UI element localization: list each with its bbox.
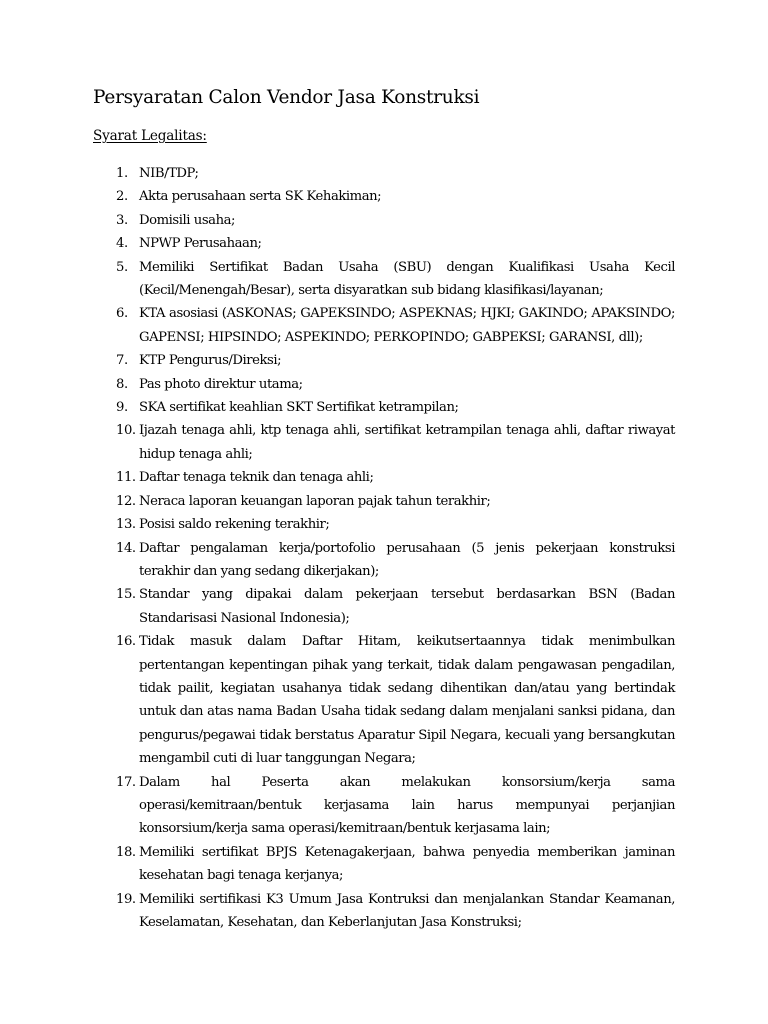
list-item-number: 10. xyxy=(116,423,136,439)
list-item-number: 14. xyxy=(116,540,136,556)
list-item-text: NPWP Perusahaan; xyxy=(139,236,262,252)
list-item-text: Posisi saldo rekening terakhir; xyxy=(139,517,330,533)
list-item xyxy=(93,841,675,888)
list-item-text: Pas photo direktur utama; xyxy=(139,376,303,392)
list-item-number: 17. xyxy=(116,774,136,790)
list-item-text: Domisili usaha; xyxy=(139,212,236,228)
list-item-number: 2. xyxy=(116,189,128,205)
list-item xyxy=(93,888,675,935)
list-item-number: 1. xyxy=(116,166,128,181)
list-item xyxy=(93,466,675,489)
list-item-text: Dalam hal Peserta akan melakukan konsorsium/kerja sama operasi/kemitraan/bentuk kerjasama lain harus mempunyai perjanjian konsorsium/kerja sama operasi/kemitraan/bentuk kerjasama lain; xyxy=(139,774,675,837)
list-item xyxy=(93,583,675,630)
list-item-text: KTA asosiasi (ASKONAS; GAPEKSINDO; ASPEKNAS; HJKI; GAKINDO; APAKSINDO; GAPENSI; HIPSINDO; ASPEKINDO; PERKOPINDO; GABPEKSI; GARANSI, dll); xyxy=(139,306,675,345)
list-item-number: 6. xyxy=(116,306,128,322)
list-item-text: Tidak masuk dalam Daftar Hitam, keikutsertaannya tidak menimbulkan pertentangan kepentingan pihak yang terkait, tidak dalam pengawasan pengadilan, tidak pailit, kegiatan usahanya tidak sedang dihentikan dan/atau yang bertindak untuk dan atas nama Badan Usaha tidak sedang dalam menjalani sanksi pidana, dan pengurus/pegawai tidak berstatus Aparatur Sipil Negara, kecuali yang bersangkutan mengambil cuti di luar tanggungan Negara; xyxy=(139,634,675,767)
list-item-number: 13. xyxy=(116,517,136,533)
list-item xyxy=(93,232,675,255)
list-item-number: 9. xyxy=(116,400,128,416)
list-item-number: 15. xyxy=(116,587,136,603)
list-item-text: Memiliki sertifikat BPJS Ketenagakerjaan, bahwa penyedia memberikan jaminan kesehatan bagi tenaga kerjanya; xyxy=(139,844,675,884)
list-item-text: Neraca laporan keuangan laporan pajak tahun terakhir; xyxy=(139,493,491,509)
list-item-number: 7. xyxy=(116,353,128,369)
section-heading-legalitas: Syarat Legalitas: xyxy=(93,128,207,144)
list-item xyxy=(93,256,675,303)
list-item-text: Standar yang dipakai dalam pekerjaan tersebut berdasarkan BSN (Badan Standarisasi Nasional Indonesia); xyxy=(139,587,675,626)
list-item xyxy=(93,490,675,513)
list-item-number: 5. xyxy=(116,259,128,275)
list-item-text: Akta perusahaan serta SK Kehakiman; xyxy=(139,189,382,205)
list-item xyxy=(93,419,675,466)
requirements-list xyxy=(93,162,675,934)
list-item xyxy=(93,349,675,372)
list-item xyxy=(93,396,675,419)
list-item xyxy=(93,302,675,349)
list-item xyxy=(93,185,675,208)
list-item-text: Daftar tenaga teknik dan tenaga ahli; xyxy=(139,470,374,486)
list-item-number: 3. xyxy=(116,212,128,228)
list-item-number: 11. xyxy=(116,470,136,486)
list-item xyxy=(93,373,675,396)
document-title: Persyaratan Calon Vendor Jasa Konstruksi xyxy=(93,87,480,108)
list-item xyxy=(93,771,675,841)
list-item xyxy=(93,537,675,584)
list-item xyxy=(93,162,675,185)
list-item-text: NIB/TDP; xyxy=(139,166,199,181)
list-item-text: Ijazah tenaga ahli, ktp tenaga ahli, sertifikat ketrampilan tenaga ahli, daftar riwayat hidup tenaga ahli; xyxy=(139,423,675,462)
list-item xyxy=(93,513,675,536)
list-item-number: 18. xyxy=(116,844,136,860)
list-item-text: Memiliki Sertifikat Badan Usaha (SBU) dengan Kualifikasi Usaha Kecil (Kecil/Menengah/Besar), serta disyaratkan sub bidang klasifikasi/layanan; xyxy=(139,259,675,299)
list-item xyxy=(93,209,675,232)
list-item-text: Memiliki sertifikasi K3 Umum Jasa Kontruksi dan menjalankan Standar Keamanan, Keselamatan, Kesehatan, dan Keberlanjutan Jasa Konstruksi; xyxy=(139,891,675,930)
list-item-number: 16. xyxy=(116,634,136,650)
list-item-number: 19. xyxy=(116,891,136,907)
list-item-number: 8. xyxy=(116,376,128,392)
list-item xyxy=(93,630,675,770)
list-item-number: 12. xyxy=(116,493,136,509)
list-item-text: SKA sertifikat keahlian SKT Sertifikat ketrampilan; xyxy=(139,400,459,416)
list-item-text: Daftar pengalaman kerja/portofolio perusahaan (5 jenis pekerjaan konstruksi terakhir dan yang sedang dikerjakan); xyxy=(139,540,675,579)
list-item-text: KTP Pengurus/Direksi; xyxy=(139,353,282,369)
list-item-number: 4. xyxy=(116,236,128,252)
